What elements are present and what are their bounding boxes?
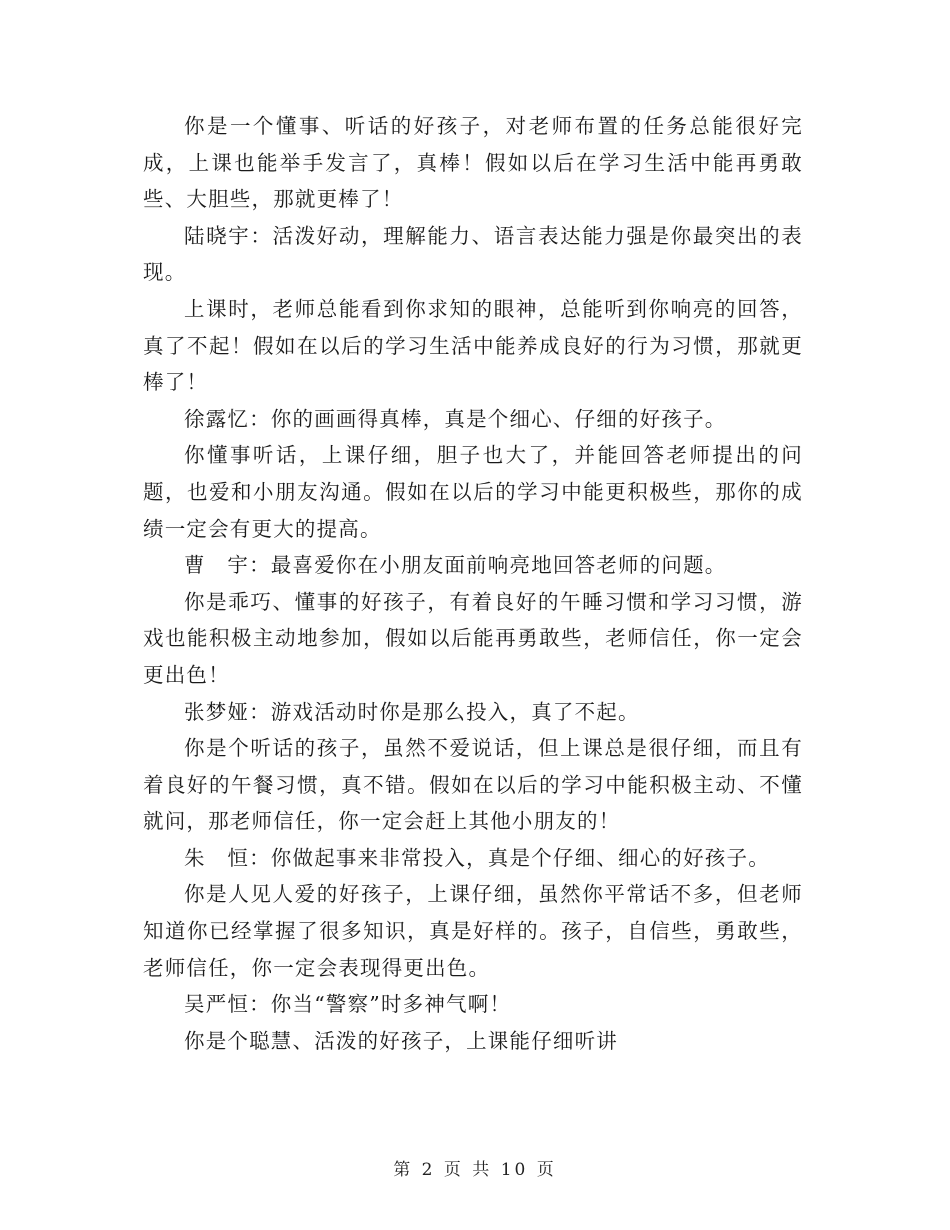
paragraph: 你懂事听话，上课仔细，胆子也大了，并能回答老师提出的问题，也爱和小朋友沟通。假如在以后的学习中能更积极些，那你的成绩一定会有更大的提高。 — [143, 443, 803, 541]
paragraph: 你是一个懂事、听话的好孩子，对老师布置的任务总能很好完成，上课也能举手发言了，真棒！假如以后在学习生活中能再勇敢些、大胆些，那就更棒了！ — [143, 114, 803, 212]
page-body — [143, 108, 803, 1059]
page-number-footer: 第 2 页 共 10 页 — [393, 1160, 557, 1180]
paragraph: 张梦娅：游戏活动时你是那么投入，真了不起。 — [184, 699, 640, 724]
paragraph: 上课时，老师总能看到你求知的眼神，总能听到你响亮的回答，真了不起！假如在以后的学习生活中能养成良好的行为习惯，那就更棒了！ — [143, 296, 803, 395]
paragraph: 曹 宇：最喜爱你在小朋友面前响亮地回答老师的问题。 — [184, 553, 727, 578]
paragraph: 你是个聪慧、活泼的好孩子，上课能仔细听讲 — [184, 1028, 618, 1053]
paragraph: 你是乖巧、懂事的好孩子，有着良好的午睡习惯和学习习惯，游戏也能积极主动地参加，假如以后能再勇敢些，老师信任，你一定会更出色！ — [143, 589, 803, 687]
paragraph: 你是人见人爱的好孩子，上课仔细，虽然你平常话不多，但老师知道你已经掌握了很多知识，真是好样的。孩子，自信些，勇敢些，老师信任，你一定会表现得更出色。 — [143, 882, 803, 980]
paragraph: 陆晓宇：活泼好动，理解能力、语言表达能力强是你最突出的表现。 — [143, 223, 803, 285]
paragraph: 朱 恒：你做起事来非常投入，真是个仔细、细心的好孩子。 — [184, 845, 770, 870]
paragraph: 吴严恒：你当“警察”时多神气啊！ — [184, 992, 512, 1017]
paragraph: 徐露忆：你的画画得真棒，真是个细心、仔细的好孩子。 — [184, 406, 727, 431]
paragraph: 你是个听话的孩子，虽然不爱说话，但上课总是很仔细，而且有着良好的午餐习惯，真不错。假如在以后的学习中能积极主动、不懂就问，那老师信任，你一定会赶上其他小朋友的！ — [143, 736, 803, 834]
